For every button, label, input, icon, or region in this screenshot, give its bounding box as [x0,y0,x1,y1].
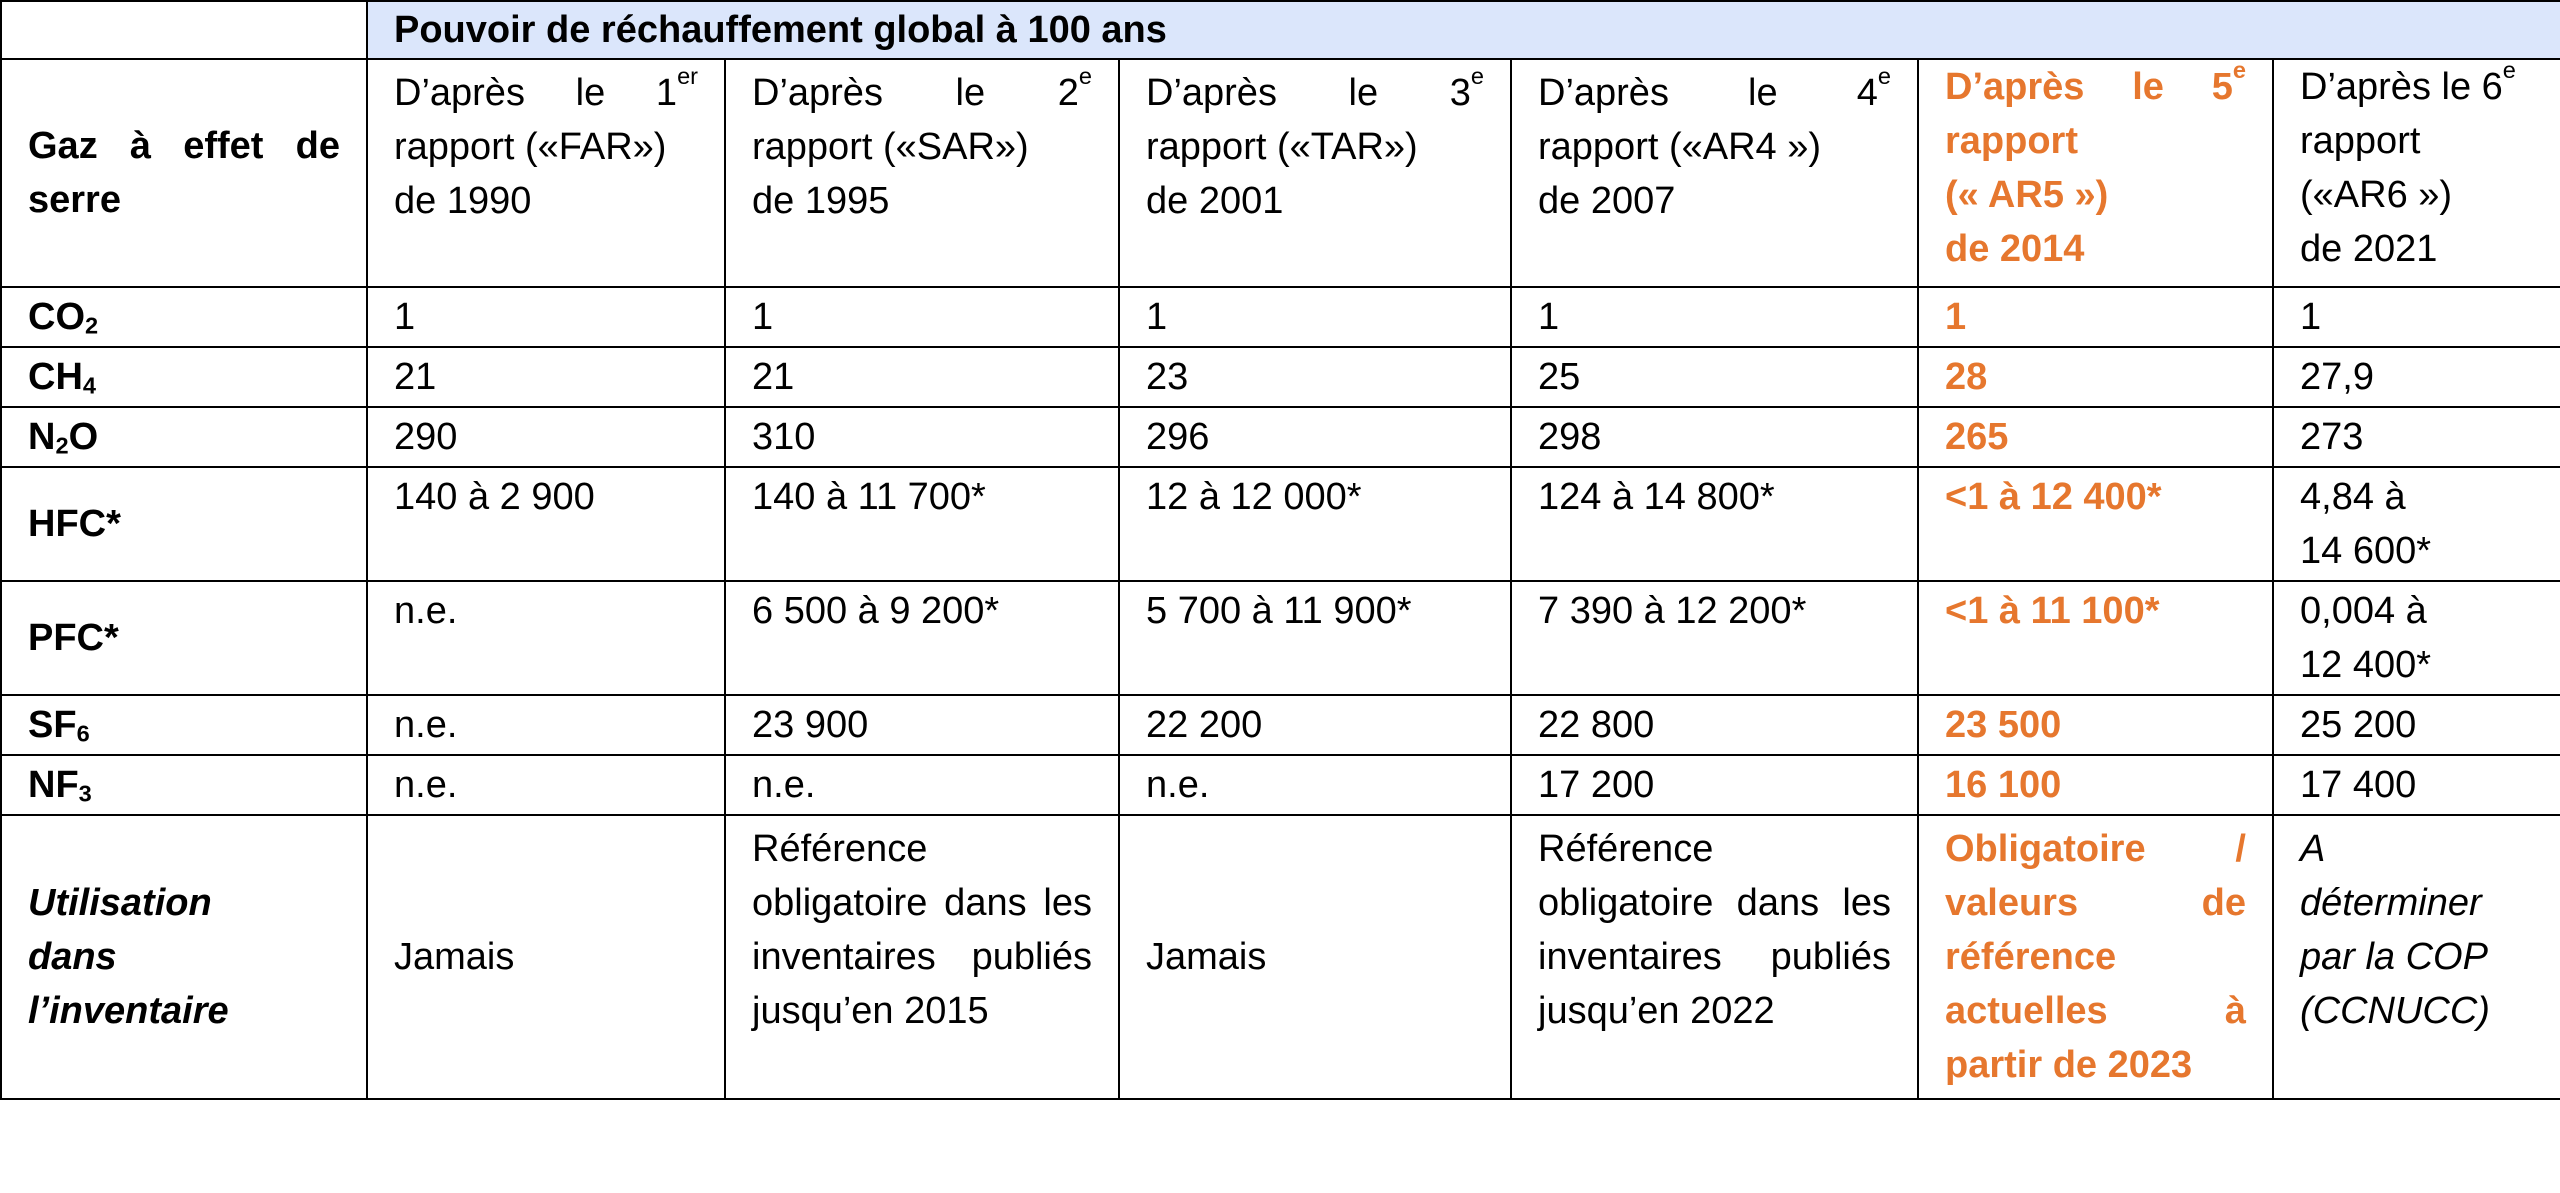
report-header-far: D’après le 1er rapport («FAR») de 1990 [367,59,725,287]
usage-label: Utilisation dans l’inventaire [1,815,367,1099]
gwp-far: 140 à 2 900 [367,467,725,581]
gas-name: $CO_2$ [1,287,367,347]
report-header-row [1,59,2560,287]
gas-name: PFC* [1,581,367,695]
gas-row-co2 [1,287,2560,347]
gwp-sar: 1 [725,287,1119,347]
gwp-far: 290 [367,407,725,467]
gwp-ar4: 22 800 [1511,695,1918,755]
gwp-sar: 140 à 11 700* [725,467,1119,581]
gwp-tar: 23 [1119,347,1511,407]
usage-row [1,815,2560,1099]
gwp-ar6: 0,004 à 12 400* [2273,581,2560,695]
gwp-far: 1 [367,287,725,347]
gas-name: $SF_6$ [1,695,367,755]
gwp-ar6: 17 400 [2273,755,2560,815]
gas-header-text-end: serre [28,179,121,221]
gwp-tar: 5 700 à 11 900* [1119,581,1511,695]
usage-tar: Jamais [1119,815,1511,1099]
gwp-ar6: 27,9 [2273,347,2560,407]
gas-column-header [1,59,367,287]
gwp-tar: n.e. [1119,755,1511,815]
gwp-sar: 23 900 [725,695,1119,755]
usage-sar: Référence obligatoire dans les inventaires publiés jusqu’en 2015 [725,815,1119,1099]
gas-row-ch4 [1,347,2560,407]
report-header-ar6: D’après le 6e rapport («AR6 ») de 2021 [2273,59,2560,287]
gas-row-hfc [1,467,2560,581]
table-title: Pouvoir de réchauffement global à 100 ans [367,1,2560,59]
gwp-ar4: 298 [1511,407,1918,467]
gwp-far: n.e. [367,755,725,815]
blank-corner-cell [1,1,367,59]
gwp-ar6: 273 [2273,407,2560,467]
usage-ar4: Référence obligatoire dans les inventaires publiés jusqu’en 2022 [1511,815,1918,1099]
gas-name: $NF_3$ [1,755,367,815]
gwp-tar: 1 [1119,287,1511,347]
gwp-tar: 22 200 [1119,695,1511,755]
report-header-sar: D’après le 2e rapport («SAR») de 1995 [725,59,1119,287]
gwp-ar4: 7 390 à 12 200* [1511,581,1918,695]
gwp-ar5: 28 [1918,347,2273,407]
gas-name: $CH_4$ [1,347,367,407]
gwp-ar6: 1 [2273,287,2560,347]
gwp-ar4: 17 200 [1511,755,1918,815]
gwp-ar6: 25 200 [2273,695,2560,755]
gwp-sar: n.e. [725,755,1119,815]
gwp-ar5: 265 [1918,407,2273,467]
gas-name: $N_2O$ [1,407,367,467]
gwp-ar4: 1 [1511,287,1918,347]
gwp-ar4: 124 à 14 800* [1511,467,1918,581]
gwp-ar5: <1 à 12 400* [1918,467,2273,581]
gwp-tar: 12 à 12 000* [1119,467,1511,581]
gwp-far: n.e. [367,581,725,695]
gwp-ar5: <1 à 11 100* [1918,581,2273,695]
gwp-ar5: 23 500 [1918,695,2273,755]
usage-ar6: A déterminer par la COP (CCNUCC) [2273,815,2560,1099]
gwp-ar5: 16 100 [1918,755,2273,815]
usage-far: Jamais [367,815,725,1099]
gwp-ar5: 1 [1918,287,2273,347]
gas-header-text: Gaz à effet de [28,125,340,167]
report-header-ar4: D’après le 4e rapport («AR4 ») de 2007 [1511,59,1918,287]
gwp-far: 21 [367,347,725,407]
gas-row-pfc [1,581,2560,695]
gas-name: HFC* [1,467,367,581]
gwp-sar: 6 500 à 9 200* [725,581,1119,695]
report-header-ar5: D’après le 5e rapport (« AR5 ») de 2014 [1918,59,2273,287]
usage-ar5: Obligatoire / valeurs de référence actuelles à partir de 2023 [1918,815,2273,1099]
gwp-ar6: 4,84 à 14 600* [2273,467,2560,581]
title-row [1,1,2560,59]
gwp-tar: 296 [1119,407,1511,467]
gwp-sar: 21 [725,347,1119,407]
gwp-far: n.e. [367,695,725,755]
gas-row-n2o [1,407,2560,467]
gas-row-nf3 [1,755,2560,815]
report-header-tar: D’après le 3e rapport («TAR») de 2001 [1119,59,1511,287]
gwp-ar4: 25 [1511,347,1918,407]
gwp-sar: 310 [725,407,1119,467]
gas-row-sf6 [1,695,2560,755]
